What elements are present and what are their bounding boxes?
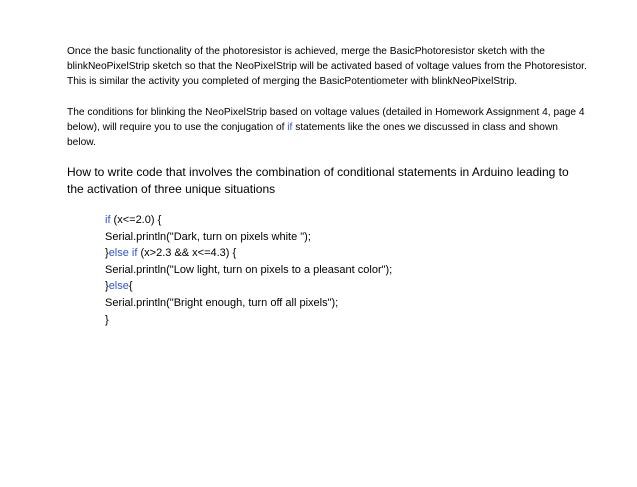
code-line-7: }	[105, 313, 109, 326]
code-keyword-else-if: else if	[108, 247, 138, 260]
paragraph-conditions-text-after: statements like the ones we discussed in class and shown below.	[67, 122, 558, 148]
paragraph-conditions-text-before: The conditions for blinking the NeoPixelStrip based on voltage values (detailed in Homework Assignment 4, page 4 below), will require you to use the conjugation of	[67, 107, 585, 133]
code-text: }	[105, 280, 109, 293]
paragraph-merge-instructions: Once the basic functionality of the photoresistor is achieved, merge the BasicPhotoresistor sketch with the blinkNeoPixelStrip sketch so that the NeoPixelStrip will be activated based of voltage values from the Photoresistor. This is similar the activity you completed of merging the BasicPotentiometer with blinkNeoPixelStrip.	[67, 46, 587, 87]
code-text: (x<=2.0) {	[110, 214, 162, 226]
paragraph-conditions	[67, 105, 587, 150]
code-block	[105, 212, 587, 328]
section-heading: How to write code that involves the combination of conditional statements in Arduino leading to the activation of three unique situations	[67, 165, 569, 196]
code-line-5	[105, 278, 587, 295]
code-keyword-else: else	[108, 280, 129, 293]
code-text: (x>2.3 && x<=4.3) {	[137, 247, 237, 260]
if-keyword-inline: if	[287, 122, 293, 133]
code-line-3	[105, 245, 587, 262]
code-keyword-if: if	[105, 214, 111, 226]
code-line-4: Serial.println("Low light, turn on pixels to a pleasant color");	[105, 263, 393, 276]
code-text: }	[105, 247, 109, 260]
code-line-1	[105, 212, 587, 229]
code-line-6: Serial.println("Bright enough, turn off all pixels");	[105, 296, 339, 309]
code-line-2: Serial.println("Dark, turn on pixels white ");	[105, 230, 311, 243]
code-text: {	[128, 280, 133, 293]
document-page	[67, 44, 587, 328]
